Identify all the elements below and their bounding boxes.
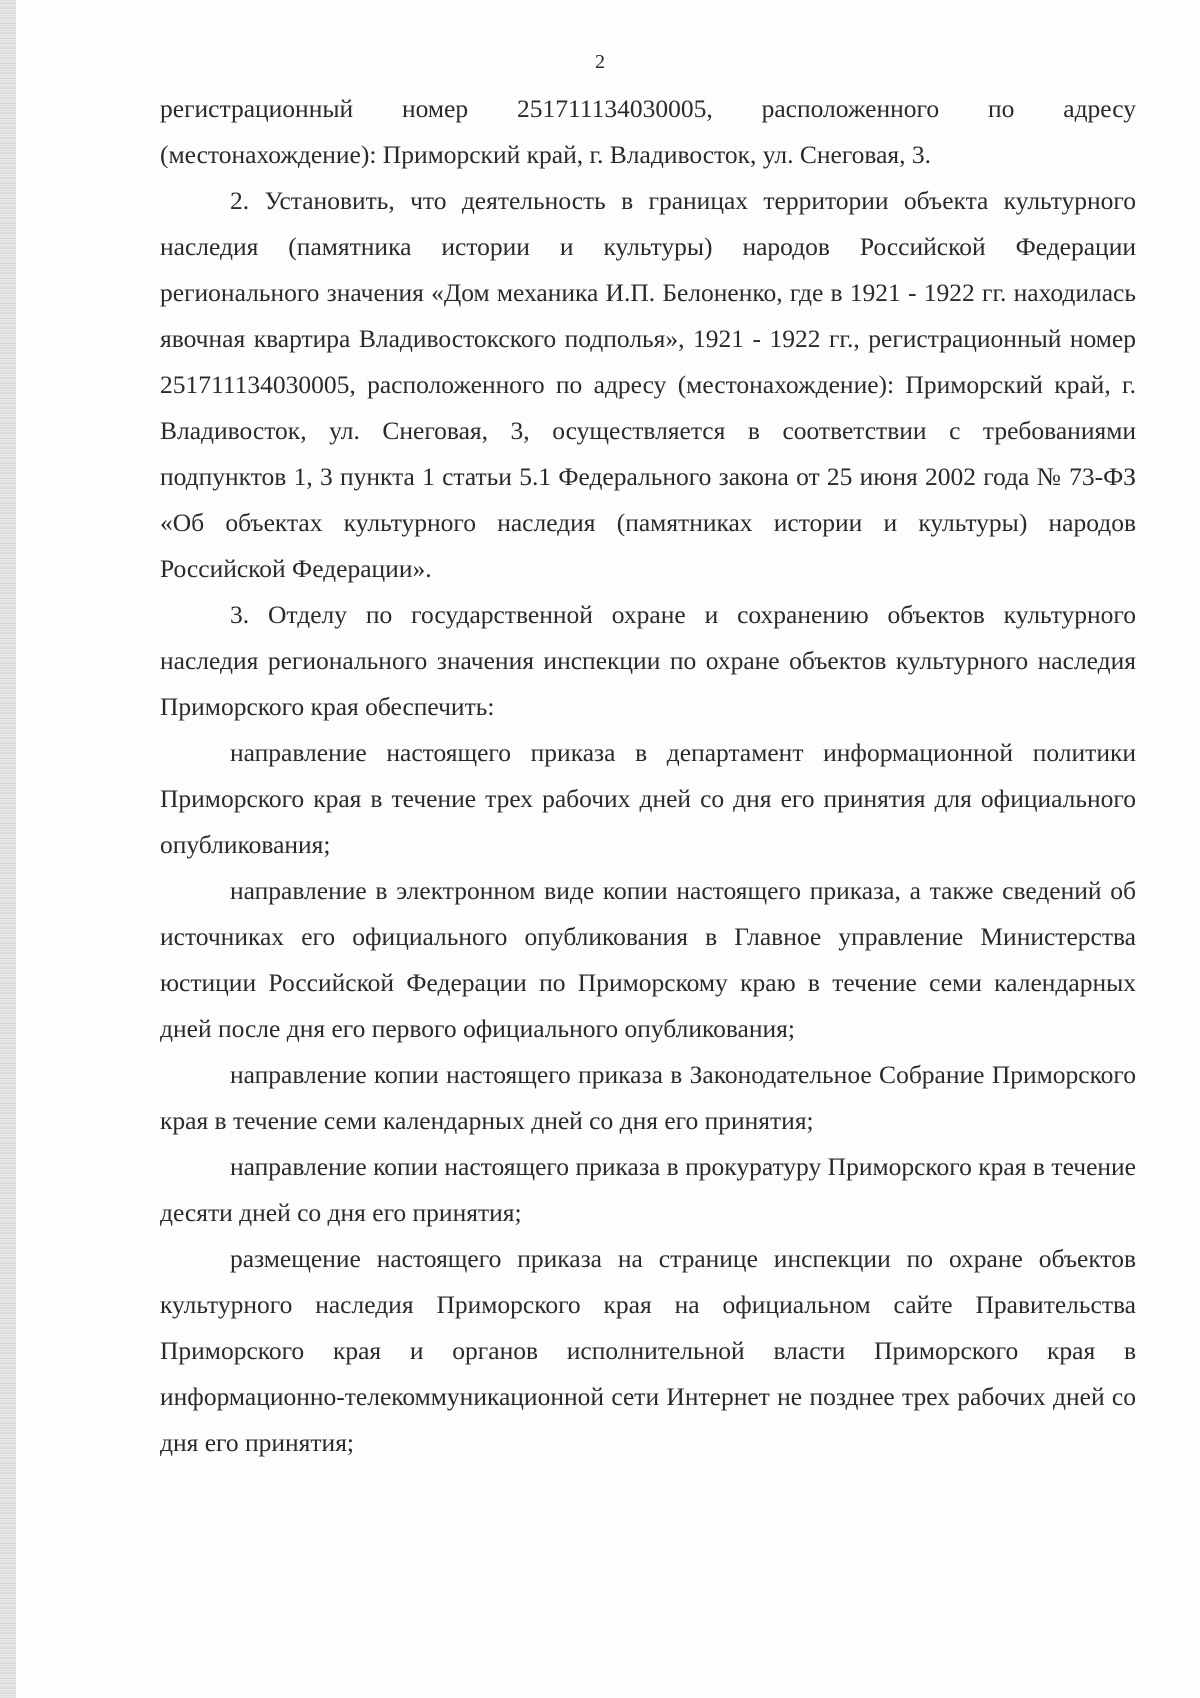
paragraph-continuation: регистрационный номер 251711134030005, расположенного по адресу (местонахождение): Приморский край, г. Владивосток, ул. Снеговая, 3.	[160, 94, 1136, 169]
list-item-legislative-assembly: направление копии настоящего приказа в Законодательное Собрание Приморского края в течение семи календарных дней со дня его принятия;	[160, 1060, 1136, 1135]
list-item-website-publication: размещение настоящего приказа на странице инспекции по охране объектов культурного наследия Приморского края на официальном сайте Правительства Приморского края и органов исполнительной власти Приморского края в информационно-телекоммуникационной сети Интернет не позднее трех рабочих дней со дня его принятия;	[160, 1244, 1136, 1457]
document-body	[160, 86, 1136, 1466]
paragraph-item-3: 3. Отделу по государственной охране и сохранению объектов культурного наследия регионального значения инспекции по охране объектов культурного наследия Приморского края обеспечить:	[160, 600, 1136, 721]
list-item-publication: направление настоящего приказа в департамент информационной политики Приморского края в течение трех рабочих дней со дня его принятия для официального опубликования;	[160, 738, 1136, 859]
page-number: 2	[595, 51, 605, 73]
paragraph-item-2: 2. Установить, что деятельность в границах территории объекта культурного наследия (памятника истории и культуры) народов Российской Федерации регионального значения «Дом механика И.П. Белоненко, где в 1921 - 1922 гг. находилась явочная квартира Владивостокского подполья», 1921 - 1922 гг., регистрационный номер 251711134030005, расположенного по адресу (местонахождение): Приморский край, г. Владивосток, ул. Снеговая, 3, осуществляется в соответствии с требованиями подпунктов 1, 3 пункта 1 статьи 5.1 Федерального закона от 25 июня 2002 года № 73-ФЗ «Об объектах культурного наследия (памятниках истории и культуры) народов Российской Федерации».	[160, 186, 1136, 583]
list-item-ministry-of-justice: направление в электронном виде копии настоящего приказа, а также сведений об источниках его официального опубликования в Главное управление Министерства юстиции Российской Федерации по Приморскому краю в течение семи календарных дней после дня его первого официального опубликования;	[160, 876, 1136, 1043]
list-item-prosecutor: направление копии настоящего приказа в прокуратуру Приморского края в течение десяти дней со дня его принятия;	[160, 1152, 1136, 1227]
